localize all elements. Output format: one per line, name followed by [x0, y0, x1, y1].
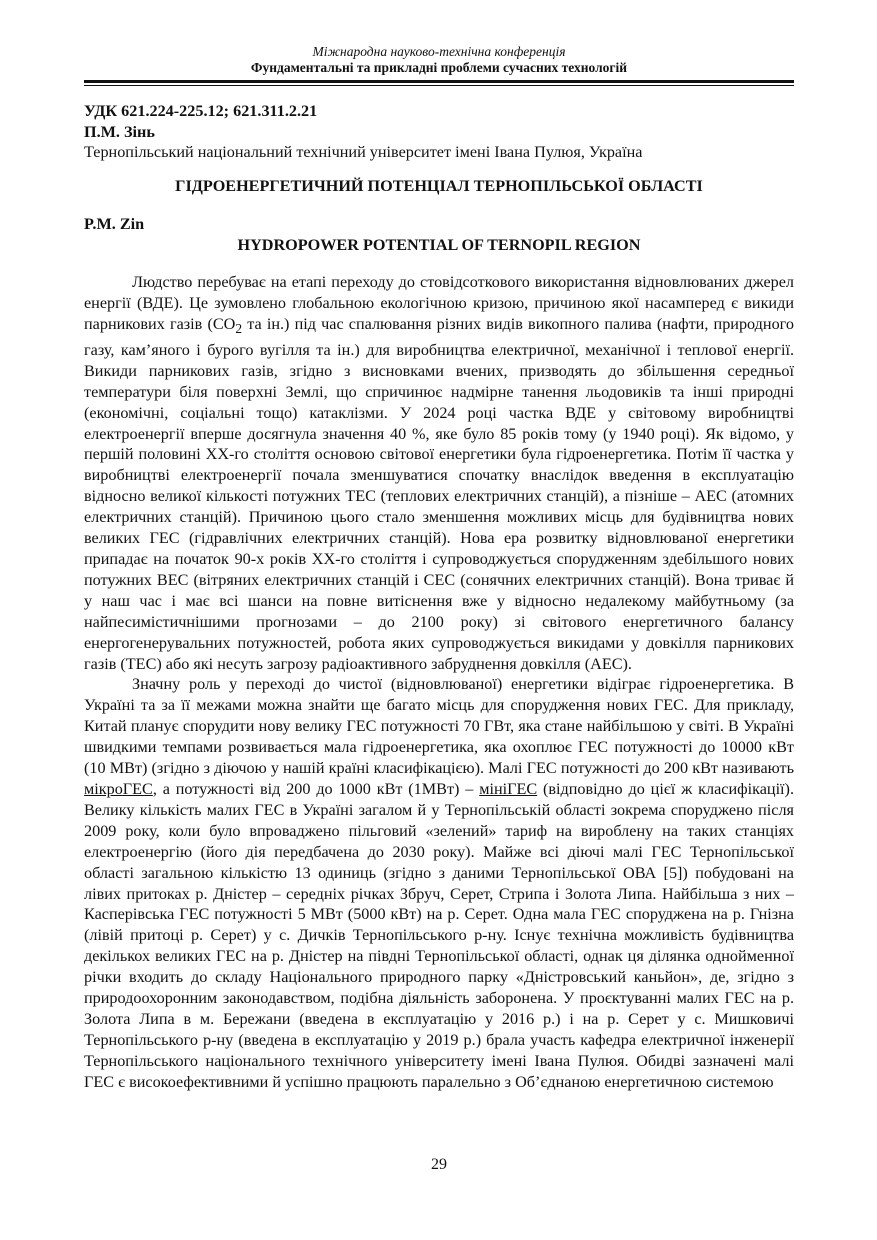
paragraph-2-part-b: , а потужності від 200 до 1000 кВт (1МВт) –	[152, 779, 480, 798]
article-body	[84, 272, 794, 1093]
title-english: HYDROPOWER POTENTIAL OF TERNOPIL REGION	[237, 236, 641, 254]
header-rule-thin	[84, 85, 794, 86]
paragraph-1-part-b: та ін.) під час спалювання різних видів викопного палива (нафти, природного газу, кам’яного і бурого вугілля та ін.) для виробництва електричної, механічної і теплової енергії. Викиди парникових газів, згідно з висновками вчених, призводять до збільшення середньої температури біля поверхні Землі, що спричинює надмірне танення льодовиків та інші природні (економічні, соціальні тощо) катаклізми. У 2024 році частка ВДЕ у світовому виробництві електроенергії вперше досягнула значення 40 %, яке було 85 років тому (у 1940 році). Як відомо, у першій половині ХХ-го століття основою світової енергетики була гідроенергетика. Потім її частка у виробництві електроенергії почала зменшуватися спочатку внаслідок введення в експлуатацію відносно великої кількості потужних ТЕС (теплових електричних станцій), а пізніше – АЕС (атомних електричних станцій). Причиною цього стало зменшення можливих місць для будівництва нових великих ГЕС (гідравлічних електричних станцій). Нова ера розвитку відновлюваної енергетики припадає на початок 90-х років ХХ-го століття і супроводжується спорудженням здебільшого нових потужних ВЕС (вітряних електричних станцій і СЕС (сонячних електричних станцій). Вона триває й у наш час і має всі шанси на повне витіснення вже у відносно недалекому майбутньому (за найпесимістичнішими прогнозами – до 2100 року) зі світового енергетичного балансу енергогенерувальних потужностей, робота яких супроводжується викидами у довкілля парникових газів (ТЕС) або які несуть загрозу радіоактивного забруднення довкілля (АЕС).	[84, 314, 794, 673]
author-english: P.M. Zin	[84, 215, 145, 233]
term-minges: мініГЕС	[479, 779, 538, 798]
paragraph-2-part-a: Значну роль у переході до чистої (відновлюваної) енергетики відіграє гідроенергетика. В Україні та за її межами можна знайти ще багато місць для спорудження нових ГЕС. Для прикладу, Китай планує спорудити нову велику ГЕС потужності 70 ГВт, яка стане найбільшою у світі. В Україні швидкими темпами розвивається мала гідроенергетика, яка охоплює ГЕС потужності до 10000 кВт (10 МВт) (згідно з діючою у нашій країні класифікацією). Малі ГЕС потужності до 200 кВт називають	[84, 675, 794, 778]
header-rule-thick	[84, 80, 794, 83]
paragraph-2-part-c: (відповідно до цієї ж класифікації). Велику кількість малих ГЕС в Україні загалом й у Тернопільській області зокрема споруджено після 2009 року, коли було впроваджено пільговий «зелений» тариф на вироблену на таких станціях електроенергію (його дія передбачена до 2030 року). Майже всі діючі малі ГЕС Тернопільської області загальною кількістю 13 одиниць (згідно з даними Тернопільської ОВА [5]) побудовані на лівих притоках р. Дністер – середніх річках Збруч, Серет, Стрипа і Золота Липа. Найбільша з них – Касперівська ГЕС потужності 5 МВт (5000 кВт) на р. Серет. Одна мала ГЕС споруджена на р. Гнізна (лівій притоці р. Серет) у с. Дичків Тернопільського р-ну. Існує технічна можливість будівництва декількох великих ГЕС на р. Дністер на півдні Тернопільської області, однак ця ділянка однойменної річки входить до складу Національного природного парку «Дністровський каньйон», де, згідно з природоохоронним законодавством, подібна діяльність заборонена. У проєктуванні малих ГЕС на р. Золота Липа в м. Бережани (введена в експлуатацію у 2016 р.) і на р. Серет у с. Мишковичі Тернопільського р-ну (введена в експлуатацію у 2019 р.) брала участь кафедра електричної інженерії Тернопільського національного технічного університету імені Івана Пулюя. Обидві зазначені малі ГЕС є високоефективними й успішно працюють паралельно з Об’єднаною енергетичною системою	[84, 779, 794, 1091]
running-header	[84, 44, 794, 76]
udk-code: УДК 621.224-225.12; 621.311.2.21	[84, 102, 318, 120]
author-ua: П.М. Зінь	[84, 122, 155, 141]
article-meta	[84, 101, 794, 163]
affiliation: Тернопільський національний технічний університет імені Івана Пулюя, Україна	[84, 143, 643, 161]
paragraph-2	[84, 674, 794, 1092]
paragraph-1-part-a: Людство перебуває на етапі переходу до стовідсоткового використання відновлюваних джерел енергії (ВДЕ). Це зумовлено глобальною екологічною кризою, причиною якої насамперед є викиди парникових газів (CO	[84, 273, 794, 333]
conference-topic: Фундаментальні та прикладні проблеми сучасних технологій	[250, 60, 628, 75]
page-number: 29	[431, 1156, 447, 1173]
title-ukrainian: ГІДРОЕНЕРГЕТИЧНИЙ ПОТЕНЦІАЛ ТЕРНОПІЛЬСЬКОЇ ОБЛАСТІ	[175, 177, 703, 195]
co2-subscript: 2	[235, 321, 243, 337]
term-mikroges: мікроГЕС	[84, 779, 153, 798]
paragraph-1	[84, 272, 794, 674]
conference-name: Міжнародна науково-технічна конференція	[312, 44, 566, 59]
